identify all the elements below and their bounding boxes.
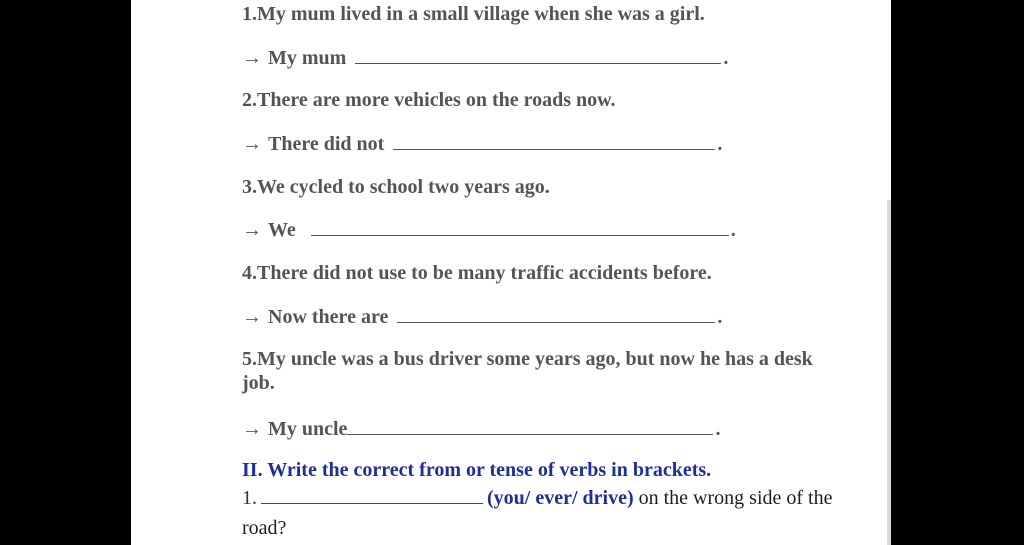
answer-end: .	[723, 47, 729, 69]
answer-end: .	[717, 306, 723, 328]
answer-blank-5[interactable]	[347, 416, 713, 435]
answer-blank-3[interactable]	[311, 217, 729, 236]
arrow-icon: →	[242, 47, 262, 69]
item-number: 1.	[242, 487, 257, 509]
question-3-answer	[242, 217, 736, 242]
verb-hint: (you/ ever/ drive)	[487, 487, 634, 509]
worksheet-page	[131, 0, 891, 545]
answer-end: .	[717, 133, 723, 155]
answer-prompt: We	[268, 219, 296, 241]
arrow-icon: →	[242, 219, 262, 241]
arrow-icon: →	[242, 133, 262, 155]
answer-end: .	[730, 219, 736, 241]
question-5-sentence: 5.My uncle was a bus driver some years ago, but now he has a desk job.	[242, 348, 813, 394]
answer-blank-4[interactable]	[397, 304, 715, 323]
verb-blank-1[interactable]	[261, 487, 483, 504]
arrow-icon: →	[242, 306, 262, 328]
question-2-answer	[242, 131, 722, 156]
question-3-sentence: 3.We cycled to school two years ago.	[242, 176, 550, 198]
answer-end: .	[715, 418, 721, 440]
section-heading: II. Write the correct from or tense of verbs in brackets.	[242, 459, 712, 481]
item-rest: on the wrong side of the road?	[242, 487, 833, 539]
question-4-sentence: 4.There did not use to be many traffic accidents before.	[242, 262, 712, 284]
answer-blank-1[interactable]	[355, 45, 721, 64]
question-4-answer	[242, 304, 722, 329]
answer-prompt: My mum	[268, 47, 347, 69]
answer-prompt: There did not	[268, 133, 385, 155]
question-2-sentence: 2.There are more vehicles on the roads now.	[242, 89, 616, 111]
answer-prompt: My uncle	[268, 418, 348, 440]
question-1-sentence: 1.My mum lived in a small village when she was a girl.	[242, 3, 705, 25]
page-edge-shadow	[887, 200, 891, 545]
answer-blank-2[interactable]	[393, 131, 715, 150]
exercise-2-item-1	[242, 483, 842, 543]
question-5-answer	[242, 416, 720, 441]
answer-prompt: Now there are	[268, 306, 389, 328]
arrow-icon: →	[242, 418, 262, 440]
question-1-answer	[242, 45, 728, 70]
